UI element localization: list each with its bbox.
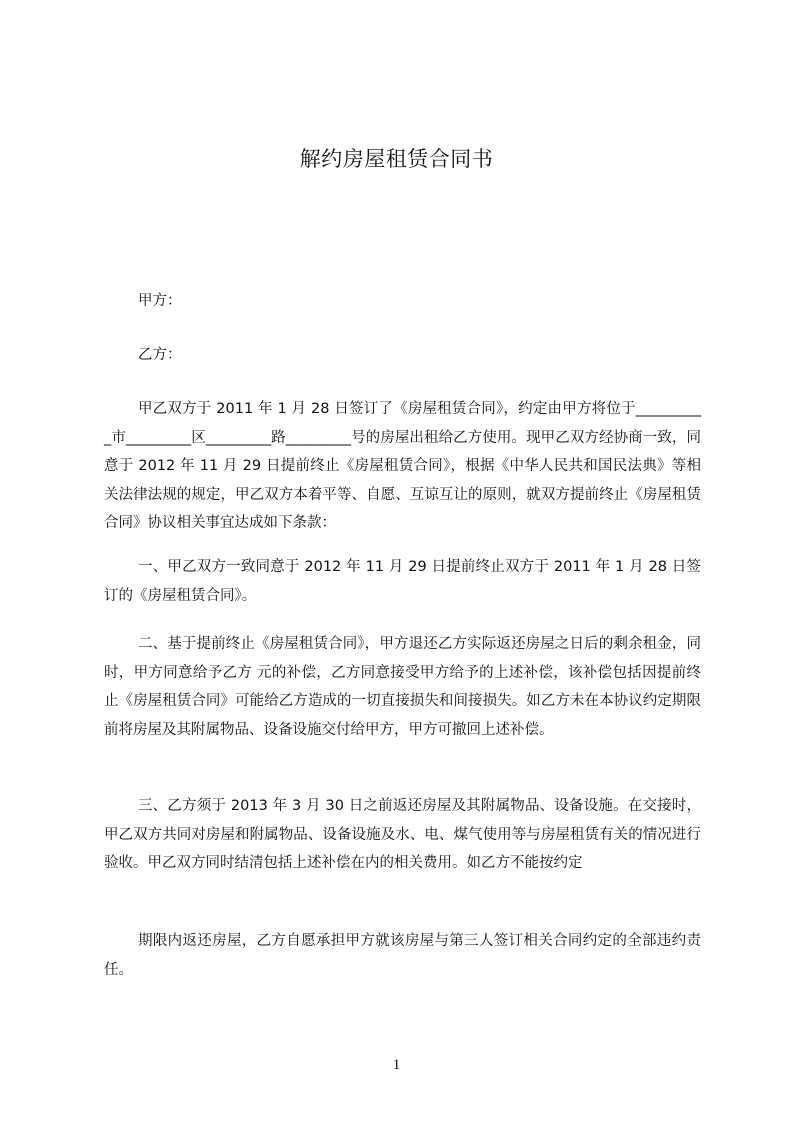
document-title: 解约房屋租赁合同书 (299, 147, 494, 171)
intro-paragraph: 甲乙双方于 2011 年 1 月 28 日签订了《房屋租赁合同》，约定由甲方将位于__________市_________区_________路_________号的房屋出租给乙方使用。现甲乙双方经协商一致，同意于 2012 年 11 月 29 日提前终止《房屋租赁合同》，根据《中华人民共和国民法典》等相关法律法规的规定，甲乙双方本着平等、自愿、互谅互让的原则，就双方提前终止《房屋租赁合同》协议相关事宜达成如下条款： (104, 401, 701, 531)
clause-3-continuation-paragraph: 期限内返还房屋，乙方自愿承担甲方就该房屋与第三人签订相关合同约定的全部违约责任。 (104, 933, 701, 978)
party-a-label: 甲方： (138, 293, 182, 309)
clause-1-paragraph: 一、甲乙双方一致同意于 2012 年 11 月 29 日提前终止双方于 2011 年 1 月 28 日签订的《房屋租赁合同》。 (104, 559, 701, 604)
party-b-label: 乙方： (138, 347, 182, 363)
clause-2-paragraph: 二、基于提前终止《房屋租赁合同》，甲方退还乙方实际返还房屋之日后的剩余租金，同时，甲方同意给予乙方 元的补偿，乙方同意接受甲方给予的上述补偿，该补偿包括因提前终止《房屋租赁合同》可能给乙方造成的一切直接损失和间接损失。如乙方未在本协议约定期限前将房屋及其附属物品、设备设施交付给甲方，甲方可撤回上述补偿。 (104, 636, 701, 738)
clause-3-paragraph: 三、乙方须于 2013 年 3 月 30 日之前返还房屋及其附属物品、设备设施。在交接时，甲乙双方共同对房屋和附属物品、设备设施及水、电、煤气使用等与房屋租赁有关的情况进行验收。甲乙双方同时结清包括上述补偿在内的相关费用。如乙方不能按约定 (104, 798, 701, 871)
page-number: 1 (392, 1057, 401, 1073)
